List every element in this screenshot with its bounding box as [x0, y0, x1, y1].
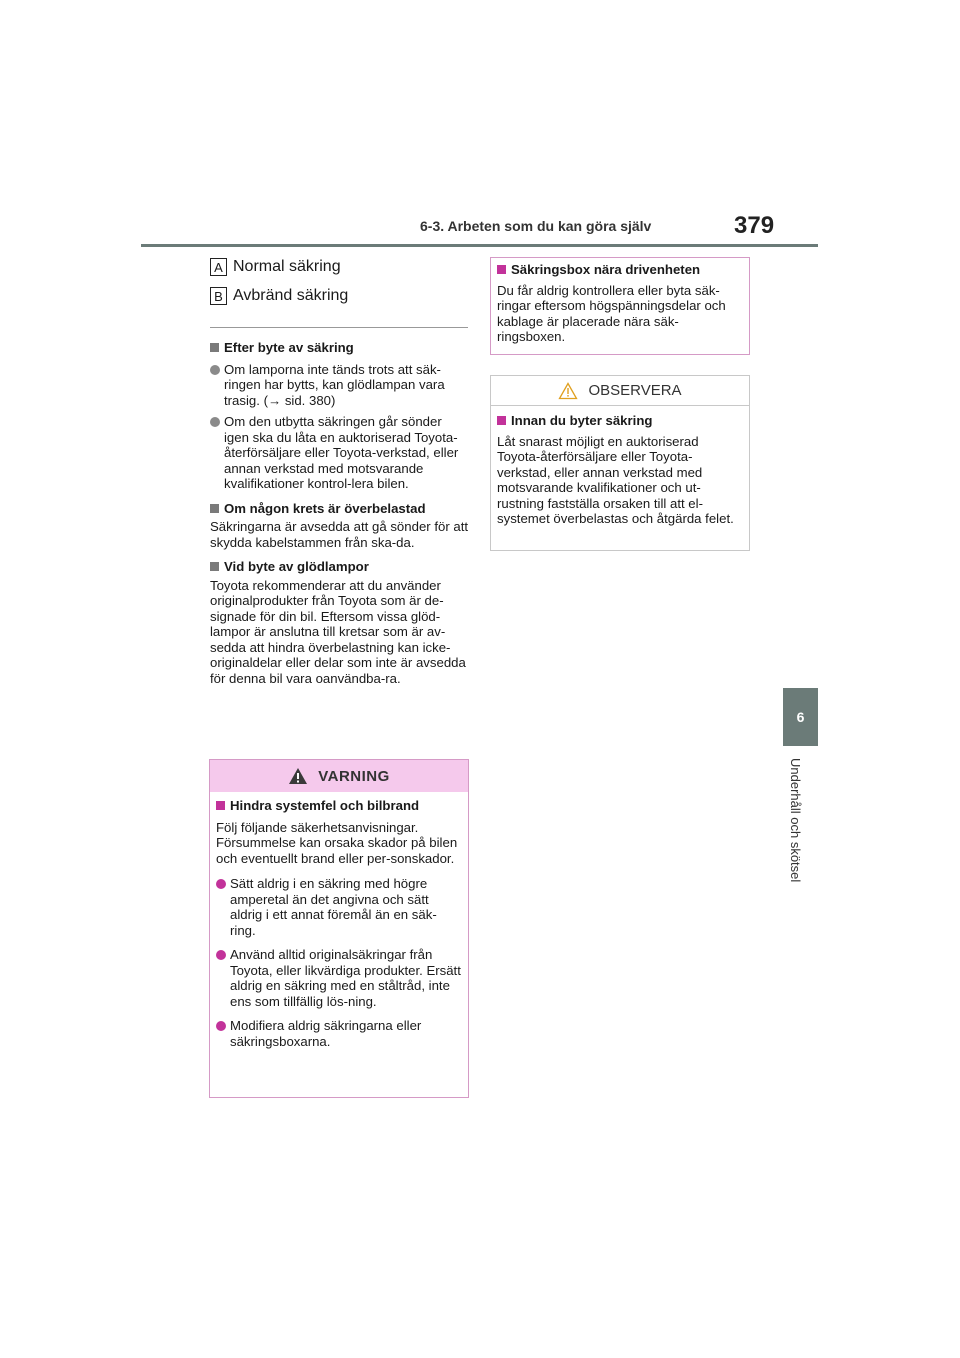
paragraph: Du får aldrig kontrollera eller byta säk-ringar eftersom högspänningsdelar och kablage är placerade nära säk-ringsboxen. [497, 282, 726, 344]
section-divider [210, 327, 468, 328]
square-bullet-icon [497, 416, 506, 425]
warning-header [210, 760, 468, 792]
legend-text-b: Avbränd säkring [233, 287, 349, 304]
notice-subheading [497, 413, 743, 429]
paragraph: Toyota rekommenderar att du använder originalprodukter från Toyota som är de-signade för din bil. Eftersom vissa glöd-lampor är anslutna till kretsar som är av-sedda att hindra överbelastning kan icke-originaldelar eller delar som inte är avsedda för denna bil vara oanvändba-ra. [210, 577, 466, 686]
left-column [210, 332, 470, 686]
caution-triangle-icon [558, 382, 578, 400]
bullet-dot-icon [216, 950, 226, 960]
chapter-label: Underhåll och skötsel [788, 758, 803, 883]
legend-key-a: A [210, 258, 227, 276]
square-bullet-icon [210, 504, 219, 513]
notice-title: OBSERVERA [588, 382, 682, 399]
subheading-text: Säkringsbox nära drivenheten [511, 262, 701, 277]
legend-key-b: B [210, 287, 227, 305]
list-item [216, 947, 462, 1009]
header-rule [141, 244, 818, 247]
section-title: 6-3. Arbeten som du kan göra själv [420, 218, 652, 234]
chapter-tab[interactable]: 6 [783, 688, 818, 746]
list-item-text: Sätt aldrig i en säkring med högre amperetal än det angivna och sätt aldrig i ett annat föremål än en säk-ring. [230, 876, 437, 938]
square-bullet-icon [210, 562, 219, 571]
list-item-text: Modifiera aldrig säkringarna eller säkringsboxarna. [230, 1018, 422, 1049]
subheading-text: Hindra systemfel och bilbrand [230, 798, 420, 813]
bullet-dot-icon [216, 1021, 226, 1031]
list-item [210, 414, 470, 492]
legend-item-b [210, 287, 348, 305]
list-item [216, 1018, 462, 1049]
paragraph: Säkringarna är avsedda att gå sönder för att skydda kabelstammen från ska-da. [210, 519, 469, 550]
paragraph: Låt snarast möjligt en auktoriserad Toyota-återförsäljare eller Toyota-verkstad, eller annan verkstad med motsvarande kvalifikationer och ut-rustning fastställa orsaken till att el-systemet överbelastas och åtgärda felet. [497, 433, 734, 526]
subheading-text: Vid byte av glödlampor [224, 559, 369, 574]
warning-subheading [216, 798, 462, 814]
warning-title: VARNING [318, 767, 390, 785]
warning-box [209, 759, 469, 1098]
info-box [490, 257, 750, 355]
warning-body [210, 792, 468, 1049]
subheading-overload [210, 501, 470, 517]
page-number: 379 [734, 212, 775, 239]
bullet-dot-icon [210, 417, 220, 427]
notice-header [491, 376, 749, 406]
subheading-text: Efter byte av säkring [224, 340, 354, 355]
subheading-text: Innan du byter säkring [511, 413, 653, 428]
list-item-text: Om lamporna inte tänds trots att säk-ringen har bytts, kan glödlampan vara trasig. (→ sid. 380) [224, 361, 445, 408]
notice-box [490, 375, 750, 551]
list-item [210, 362, 470, 409]
square-bullet-icon [497, 265, 506, 274]
list-item-text: Använd alltid originalsäkringar från Toyota, eller likvärdiga produkter. Ersätt aldrig en säkring med en ståltråd, inte ens som tillfällig lös-ning. [230, 947, 461, 1009]
subheading-bulbs [210, 559, 470, 575]
paragraph: Följ följande säkerhetsanvisningar. Försummelse kan orsaka skador på bilen och eventuellt brand eller per-sonskador. [216, 819, 458, 866]
legend-text-a: Normal säkring [233, 258, 341, 275]
notice-body [491, 406, 749, 527]
bullet-dot-icon [210, 365, 220, 375]
square-bullet-icon [216, 801, 225, 810]
warning-triangle-icon [288, 767, 308, 785]
bullet-dot-icon [216, 879, 226, 889]
info-subheading [497, 262, 743, 278]
square-bullet-icon [210, 343, 219, 352]
list-item [216, 876, 462, 938]
list-item-text: Om den utbytta säkringen går sönder igen ska du låta en auktoriserad Toyota-återförsäljare eller Toyota-verkstad, eller annan verkstad med motsvarande kvalifikationer kontrol-lera bilen. [224, 414, 459, 491]
subheading-text: Om någon krets är överbelastad [224, 500, 426, 516]
legend-item-a [210, 258, 341, 276]
subheading-after-replace [210, 340, 470, 356]
